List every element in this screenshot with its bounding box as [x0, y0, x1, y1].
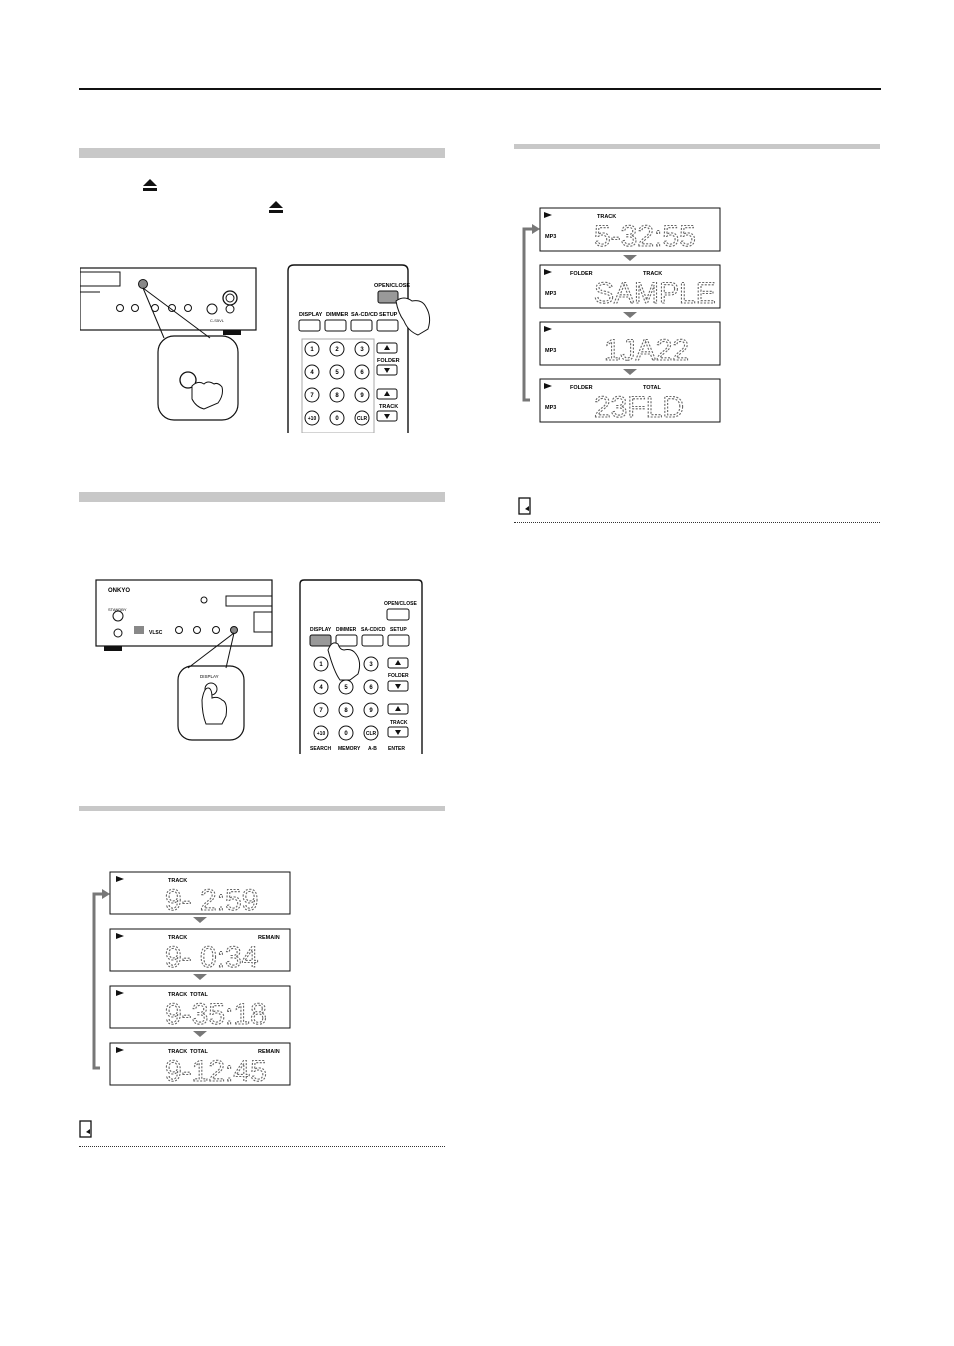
- display-indicator-label: TOTAL: [643, 385, 661, 391]
- remote-dimmer-label: DIMMER: [336, 627, 357, 633]
- remote-key-clr: CLR: [365, 731, 377, 737]
- sequence-arrow: [623, 369, 637, 375]
- remote-search-label: SEARCH: [310, 746, 332, 752]
- remote-key-1: 1: [319, 662, 323, 668]
- remote-key-6: 6: [369, 685, 373, 691]
- remote-ab-label: A-B: [368, 746, 377, 752]
- remote-sacd-label: SA-CD/CD: [351, 312, 378, 318]
- remote-memory-label: MEMORY: [338, 746, 361, 752]
- mp3-display-panel: [540, 208, 720, 253]
- mp3-display-panel: [540, 265, 720, 310]
- display-indicator-label: TRACK: [643, 271, 663, 277]
- display-digits: SAMPLE: [594, 277, 716, 310]
- display-indicator-label: REMAIN: [258, 1049, 280, 1055]
- cd-display-panel: [110, 929, 290, 974]
- cd-display-panel: [110, 872, 290, 917]
- remote-key-0: 0: [344, 731, 348, 737]
- remote-key-4: 4: [310, 370, 314, 376]
- display-digits: 9-35:18: [165, 998, 267, 1031]
- remote-track-label: TRACK: [379, 404, 399, 410]
- display-indicator-label: TRACK: [168, 992, 188, 998]
- display-digits: 9- 2:59: [165, 884, 259, 917]
- note-separator: [514, 522, 880, 523]
- display-button-callout-label: DISPLAY: [200, 674, 219, 679]
- remote-dimmer-label: DIMMER: [326, 312, 349, 318]
- remote-display-illustration: [298, 578, 448, 754]
- display-digits: 23FLD: [594, 391, 685, 424]
- display-digits: 9-12:45: [165, 1055, 267, 1088]
- brand-logo-text: ONKYO: [108, 588, 131, 594]
- remote-open-close-label: OPEN/CLOSE: [384, 601, 417, 607]
- remote-key-5: 5: [344, 685, 348, 691]
- eject-icon: [268, 200, 284, 214]
- sequence-arrow: [623, 312, 637, 318]
- mp3-mode-label: MP3: [545, 291, 557, 297]
- standby-label: STANDBY: [108, 607, 127, 612]
- remote-setup-label: SETUP: [390, 627, 407, 633]
- remote-key-1: 1: [310, 347, 314, 353]
- remote-key-9: 9: [360, 393, 364, 399]
- display-indicator-label: REMAIN: [258, 935, 280, 941]
- display-indicator-label: TRACK: [597, 214, 617, 220]
- eject-icon: [142, 178, 158, 192]
- display-digits: 5-32:55: [594, 220, 696, 253]
- section-bar-cd-display: [79, 806, 445, 811]
- cd-display-panel: [110, 986, 290, 1031]
- cd-display-sequence: [90, 868, 300, 1090]
- remote-key-plus10: +10: [316, 731, 326, 737]
- mp3-display-panel: [540, 379, 720, 424]
- display-indicator-label: TOTAL: [190, 1049, 208, 1055]
- remote-key-plus10: +10: [307, 416, 317, 422]
- remote-key-2: 2: [335, 347, 339, 353]
- mp3-mode-label: MP3: [545, 348, 557, 354]
- sequence-arrow: [193, 974, 207, 980]
- remote-key-0: 0: [335, 416, 339, 422]
- vlsc-logo-text: VLSC: [149, 630, 163, 636]
- remote-sacd-label: SA-CD/CD: [361, 627, 386, 633]
- remote-key-clr: CLR: [356, 416, 368, 422]
- remote-track-label: TRACK: [390, 720, 408, 726]
- remote-key-3: 3: [360, 347, 364, 353]
- remote-key-7: 7: [319, 708, 323, 714]
- remote-enter-label: ENTER: [388, 746, 405, 752]
- section-bar-mp3-display: [514, 144, 880, 149]
- mp3-display-sequence: [518, 205, 724, 425]
- display-digits: 9- 0:34: [165, 941, 259, 974]
- display-indicator-label: TRACK: [168, 935, 188, 941]
- front-panel-model-text: C-S5VL: [210, 318, 225, 323]
- note-icon: [79, 1120, 92, 1138]
- mp3-mode-label: MP3: [545, 405, 557, 411]
- mp3-display-panel: [540, 322, 720, 367]
- remote-key-8: 8: [335, 393, 339, 399]
- remote-key-5: 5: [335, 370, 339, 376]
- section-bar-open-close: [79, 148, 445, 158]
- remote-key-8: 8: [344, 708, 348, 714]
- remote-key-3: 3: [369, 662, 373, 668]
- display-indicator-label: TRACK: [168, 1049, 188, 1055]
- remote-display-label: DISPLAY: [299, 312, 323, 318]
- remote-illustration: [284, 263, 444, 433]
- display-indicator-label: FOLDER: [570, 385, 593, 391]
- note-icon: [518, 497, 531, 515]
- cd-display-panel: [110, 1043, 290, 1088]
- section-bar-display: [79, 492, 445, 502]
- mp3-mode-label: MP3: [545, 234, 557, 240]
- remote-folder-label: FOLDER: [377, 358, 400, 364]
- display-indicator-label: TOTAL: [190, 992, 208, 998]
- remote-folder-label: FOLDER: [388, 673, 409, 679]
- sequence-arrow: [193, 917, 207, 923]
- remote-setup-label: SETUP: [379, 312, 398, 318]
- remote-key-7: 7: [310, 393, 314, 399]
- sequence-arrow: [623, 255, 637, 261]
- sequence-arrow: [193, 1031, 207, 1037]
- header-rule: [79, 88, 881, 90]
- remote-key-9: 9: [369, 708, 373, 714]
- note-separator: [79, 1146, 445, 1147]
- remote-display-label: DISPLAY: [310, 627, 332, 633]
- display-digits: 1JA22: [604, 334, 690, 367]
- remote-key-4: 4: [319, 685, 323, 691]
- display-indicator-label: TRACK: [168, 878, 188, 884]
- remote-key-6: 6: [360, 370, 364, 376]
- display-indicator-label: FOLDER: [570, 271, 593, 277]
- remote-open-close-label: OPEN/CLOSE: [374, 283, 411, 289]
- front-panel-illustration: [80, 262, 270, 434]
- front-panel-display-illustration: [94, 578, 274, 744]
